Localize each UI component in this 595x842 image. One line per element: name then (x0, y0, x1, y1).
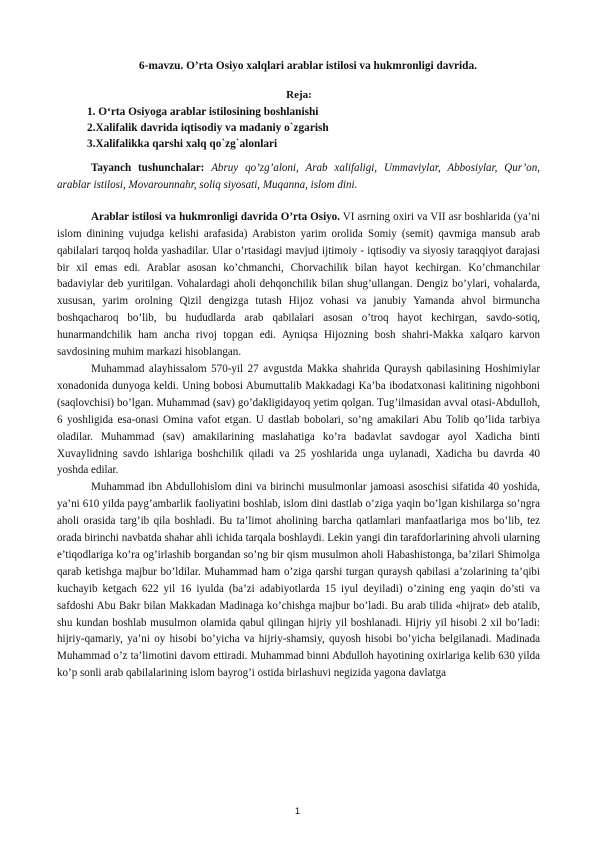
plan-list (87, 104, 329, 152)
plan-item: 1. O‘rta Osiyoga arablar istilosining boshlanishi (87, 106, 319, 118)
section-heading: Arablar istilosi va hukmronligi davrida O’rta Osiyo. (91, 210, 340, 223)
page-number: 1 (294, 806, 301, 817)
plan-item: 2.Xalifalik davrida iqtisodiy va madaniy o`zgarish (87, 122, 329, 134)
key-concepts-paragraph (57, 160, 540, 194)
plan-heading: Reja: (286, 89, 312, 101)
paragraph: Muhammad alayhissalom 570-yil 27 avgustda Makka shahrida Quraysh qabilasining Hoshimiylar xonadonida dunyoga keldi. Uning bobosi Abumuttalib Makkadagi Ka’ba ibodatxonasi kalitining nigohboni (saqlovchisi) bo’lgan. Muhammad (sav) go’dakligidayoq yetim qolgan. Tug’ilmasidan avval otasi-Abdulloh, 6 yoshligida esa-onasi Omina vafot etgan. U dastlab bobolari, so’ng amakilari Abu Tolib qo’lida tarbiya oladilar. Muhammad (sav) amakilarining maslahatiga ko’ra badavlat savdogar ayol Xadicha binti Xuvaylidning savdo ishlariga boshchilik qiladi va 25 yoshlarida unga uylanadi, Xadicha bu davrda 40 yoshda edilar. (57, 362, 540, 477)
paragraph-text: VI asrning oxiri va VII asr boshlarida (ya’ni islom dinining vujudga kelishi arafasida) Arabiston yarim orolida Somiy (semit) qavmiga mansub arab qabilalari tarqoq holda yashadilar. Ular o’rtasidagi mavjud ijtimoiy - iqtisodiy va siyosiy taraqqiyot darajasi bir xil emas edi. Arablar asosan ko’chmanchi, Chorvachilik bilan hayot kechirgan. Ko’chmanchilar badaviylar deb yuritilgan. Vohalardagi aholi dehqonchilik bilan shug’ullangan. Dengiz bo’ylari, vohalarda, xususan, yarim orolning Qizil dengizga tutash Hijoz vohasi va janubiy Yamanda ahvol birmuncha boshqacharoq bo’lib, bu hududlarda arab qabilalari asosan o’troq hayot kechirgan, savdo-sotiq, hunarmandchilik ham ancha rivoj topgan edi. Ayniqsa Hijozning bosh shahri-Makka xalqaro karvon savdosining muhim markazi hisoblangan. (57, 210, 540, 359)
plan-item: 3.Xalifalikka qarshi xalq qo`zg`alonlari (87, 138, 278, 150)
key-concepts-text: Abruy qo’zg’aloni, Arab xalifaligi, Ummaviylar, Abbosiylar, Qur’on, arablar istilosi, Movarounnahr, soliq siyosati, Muqanna, islom dini. (57, 162, 540, 191)
paragraph: Muhammad ibn Abdullohislom dini va birinchi musulmonlar jamoasi asoschisi sifatida 40 yoshida, ya’ni 610 yilda payg’ambarlik faoliyatini boshlab, islom dini dastlab o’ziga yaqin bo’lgan kishilarga so’ngra aholi orasida targ’ib qila boshladi. Bu ta’limot aholining barcha qatlamlari manfaatlariga mos bo’lib, tez orada birinchi navbatda shahar ahli ichida tarqala boshlaydi. Lekin yangi din tarafdorlarining ahvoli ularning e’tiqodlariga ko’ra og’irlashib borgandan so’ng bir qism musulmon aholi Habashistonga, ba’zilari Shimolga qarab ketishga majbur bo’ldilar. Muhammad ham o’ziga qarshi turgan quraysh qabilasi a’zolarining ta’qibi kuchayib ketgach 622 yil 16 iyulda (ba’zi adabiyotlarda 15 iyul deyiladi) o’zining eng yaqin do’sti va safdoshi Abu Bakr bilan Makkadan Madinaga ko’chishga majbur bo’ladi. Bu arab tilida «hijrat» deb atalib, shu kundan boshlab musulmon olamida qabul qilingan hijriy yil boshlanadi. Hijriy yil hisobi 2 xil bo’ladi: hijriy-qamariy, ya’ni oy hisobi bo’yicha va hijriy-shamsiy, quyosh hisobi bo’yicha belgilanadi. Madinada Muhammad o’z ta’limotini davom ettiradi. Muhammad binni Abdulloh hayotining oxirlariga kelib 630 yilda ko’p sonli arab qabilalarining islom bayrog’i ostida birlashuvi negizida yagona davlatga (57, 481, 540, 680)
key-concepts-label: Tayanch tushunchalar: (91, 162, 205, 174)
document-body (57, 160, 540, 682)
document-title: 6-mavzu. O’rta Osiyo xalqlari arablar istilosi va hukmronligi davrida. (139, 60, 477, 72)
paragraph (57, 209, 540, 361)
